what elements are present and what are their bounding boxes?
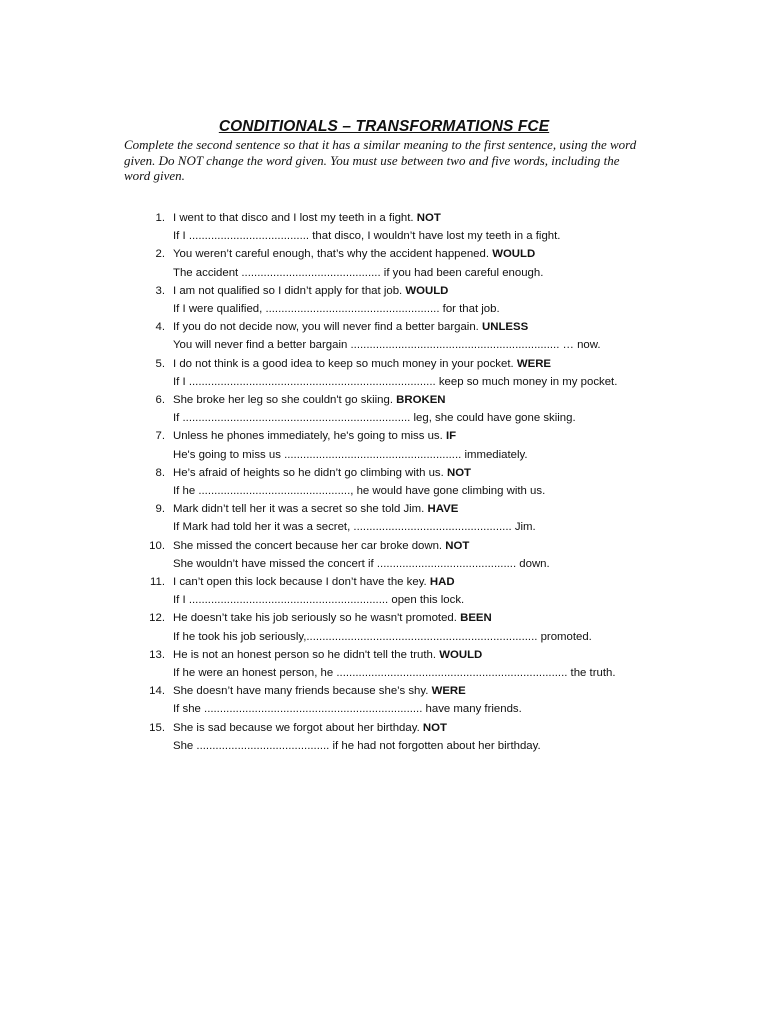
keyword: WOULD [405, 284, 449, 297]
item-number: 12. [149, 612, 165, 625]
item-body [165, 282, 660, 318]
original-sentence: I can’t open this lock because I don’t have the key. [173, 576, 427, 589]
transformation-sentence: She wouldn’t have missed the concert if ............................................ down. [173, 557, 550, 570]
original-sentence: I went to that disco and I lost my teeth in a fight. [173, 212, 414, 224]
original-sentence: Unless he phones immediately, he's going to miss us. [173, 430, 443, 443]
item-number: 3. [155, 284, 165, 297]
exercise-item [140, 427, 660, 463]
transformation-sentence: If I .............................................................................. keep so much money in my pocket. [173, 375, 618, 388]
exercise-item [140, 500, 660, 536]
item-body [165, 318, 660, 354]
original-sentence-line [173, 282, 660, 300]
item-body [165, 355, 660, 391]
item-number: 8. [155, 466, 165, 479]
keyword: HAVE [427, 503, 459, 516]
original-sentence-line [173, 464, 660, 482]
original-sentence-line [173, 573, 660, 591]
original-sentence-line [173, 537, 660, 555]
exercise-item [140, 245, 660, 281]
transformation-sentence: He's going to miss us ........................................................ immediately. [173, 448, 528, 461]
item-body [165, 609, 660, 645]
item-number: 10. [149, 539, 165, 552]
transformation-sentence: She .......................................... if he had not forgotten about her birthday. [173, 739, 541, 752]
keyword: UNLESS [482, 321, 529, 334]
keyword: NOT [446, 466, 472, 479]
original-sentence: She missed the concert because her car broke down. [173, 539, 443, 552]
item-body [165, 391, 660, 427]
item-body [165, 719, 660, 755]
exercise-item [140, 573, 660, 609]
exercise-item [140, 646, 660, 682]
keyword: NOT [422, 721, 447, 734]
original-sentence: He’s afraid of heights so he didn’t go climbing with us. [173, 466, 444, 479]
original-sentence-line [173, 646, 660, 664]
exercise-item [140, 282, 660, 318]
original-sentence-line [173, 609, 660, 627]
exercise-list [140, 209, 660, 755]
item-number: 11. [150, 576, 165, 589]
original-sentence-line [173, 719, 660, 737]
item-body [165, 537, 660, 573]
keyword: WERE [431, 685, 466, 698]
transformation-sentence: If Mark had told her it was a secret, .................................................. Jim. [173, 521, 536, 534]
original-sentence-line [173, 500, 660, 518]
item-number: 4. [155, 321, 165, 334]
exercise-item [140, 719, 660, 755]
original-sentence: You weren’t careful enough, that’s why the accident happened. [173, 248, 490, 261]
keyword: WOULD [492, 248, 536, 261]
transformation-sentence: You will never find a better bargain .................................................................. … now. [173, 339, 601, 352]
transformation-sentence: If I were qualified, ....................................................... for that job. [173, 303, 500, 316]
exercise-item [140, 537, 660, 573]
item-body [165, 245, 660, 281]
instructions-text: Complete the second sentence so that it has a similar meaning to the first sentence, using the word given. Do NOT change the word given. You must use between two and five words, including the word given. [124, 137, 637, 183]
original-sentence: I do not think is a good idea to keep so much money in your pocket. [173, 357, 514, 370]
transformation-sentence: If I ...................................... that disco, I wouldn’t have lost my teeth in a fight. [173, 230, 561, 243]
transformation-sentence: If he were an honest person, he ......................................................................... the truth. [173, 667, 616, 680]
exercise-item [140, 318, 660, 354]
item-body [165, 209, 660, 245]
item-body [165, 646, 660, 682]
item-number: 15. [149, 721, 165, 734]
original-sentence-line [173, 355, 660, 373]
transformation-sentence: If she ..................................................................... have many friends. [173, 703, 522, 716]
item-body [165, 573, 660, 609]
item-number: 7. [155, 430, 165, 443]
keyword: IF [445, 430, 457, 443]
original-sentence: If you do not decide now, you will never find a better bargain. [173, 321, 479, 334]
exercise-item [140, 209, 660, 245]
item-body [165, 500, 660, 536]
transformation-sentence: If I ............................................................... open this lock. [173, 594, 465, 607]
keyword: NOT [416, 212, 441, 224]
keyword: BROKEN [396, 394, 446, 407]
original-sentence-line [173, 391, 660, 409]
original-sentence: She doesn’t have many friends because she’s shy. [173, 685, 429, 698]
item-number: 6. [155, 394, 165, 407]
transformation-sentence: If ........................................................................ leg, she could have gone skiing. [173, 412, 576, 425]
original-sentence-line [173, 318, 660, 336]
item-number: 13. [149, 648, 165, 661]
keyword: WOULD [439, 648, 483, 661]
original-sentence-line [173, 682, 660, 700]
keyword: HAD [429, 576, 455, 589]
transformation-sentence: If he ................................................, he would have gone climbing with us. [173, 485, 546, 498]
item-body [165, 464, 660, 500]
worksheet-title: CONDITIONALS – TRANSFORMATIONS FCE [218, 118, 550, 135]
original-sentence: Mark didn’t tell her it was a secret so she told Jim. [173, 503, 425, 516]
keyword: WERE [516, 357, 552, 370]
exercise-item [140, 464, 660, 500]
exercise-item [140, 391, 660, 427]
item-number: 5. [155, 357, 165, 370]
original-sentence: She broke her leg so she couldn't go skiing. [173, 394, 393, 407]
original-sentence: She is sad because we forgot about her birthday. [173, 721, 420, 734]
keyword: BEEN [460, 612, 492, 625]
item-number: 1. [155, 212, 165, 224]
item-number: 2. [155, 248, 165, 261]
exercise-item [140, 609, 660, 645]
item-number: 9. [155, 503, 165, 516]
original-sentence: I am not qualified so I didn’t apply for that job. [173, 284, 403, 297]
transformation-sentence: If he took his job seriously,......................................................................... promoted. [173, 630, 592, 643]
exercise-item [140, 355, 660, 391]
original-sentence-line [173, 209, 660, 227]
item-body [165, 682, 660, 718]
item-body [165, 427, 660, 463]
original-sentence: He doesn’t take his job seriously so he wasn't promoted. [173, 612, 457, 625]
original-sentence-line [173, 245, 660, 263]
item-number: 14. [149, 685, 165, 698]
transformation-sentence: The accident ............................................ if you had been careful enough. [173, 266, 544, 279]
keyword: NOT [445, 539, 470, 552]
exercise-item [140, 682, 660, 718]
original-sentence-line [173, 427, 660, 445]
original-sentence: He is not an honest person so he didn't tell the truth. [173, 648, 437, 661]
